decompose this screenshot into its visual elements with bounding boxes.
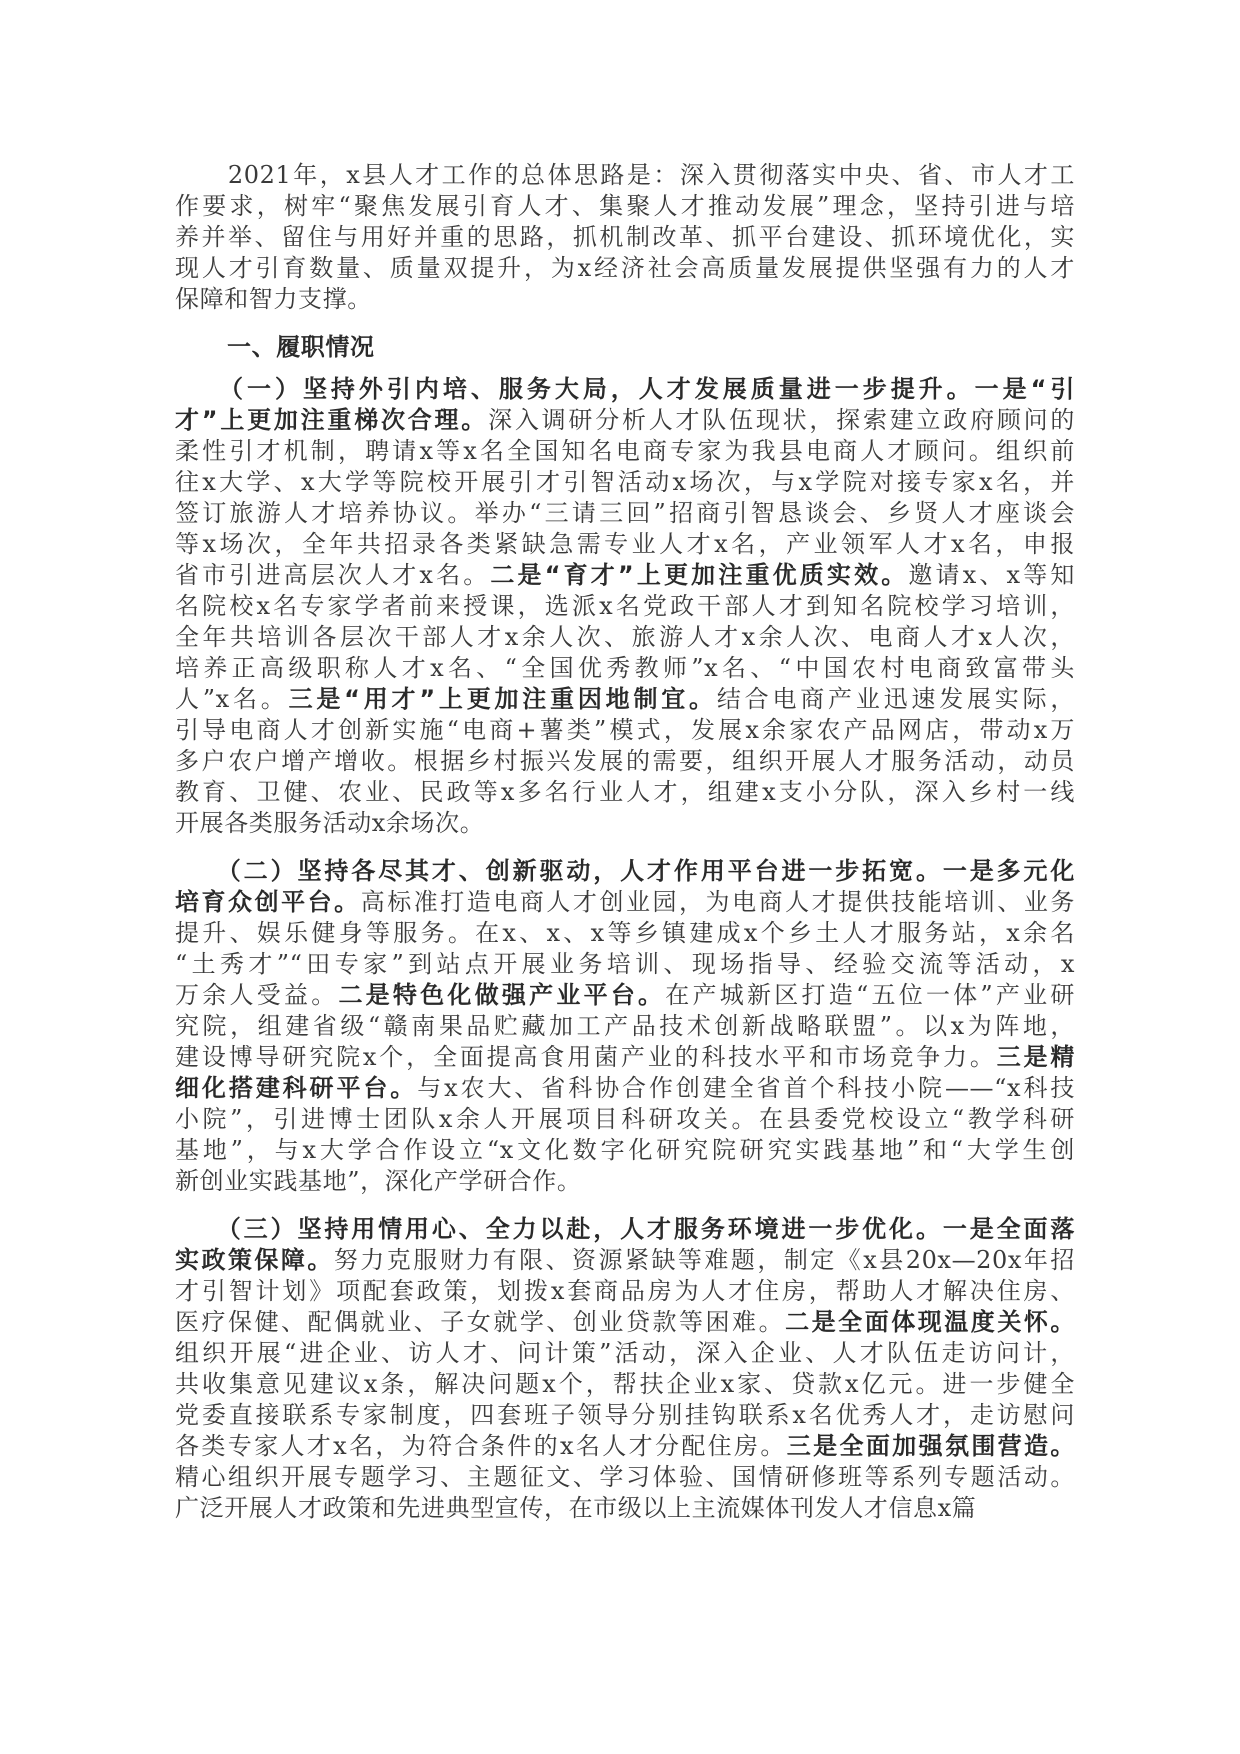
text-line: [175, 467, 1075, 498]
paragraph-talent-quality: [175, 374, 1075, 839]
text-run: 万余人受益。: [175, 981, 339, 1009]
text-run: 等x场次，全年共招录各类紧缺急需专业人才x名，产业领军人才x名，申报: [175, 530, 1075, 558]
text-line: [175, 222, 1075, 253]
bold-text-run: 细化搭建科研平台。: [175, 1074, 418, 1102]
text-run: 小院”，引进博士团队x余人开展项目科研攻关。在县委党校设立“教学科研: [175, 1105, 1075, 1133]
text-line: [175, 808, 1075, 839]
intro-paragraph: [175, 160, 1075, 315]
text-line: [175, 160, 1075, 191]
text-run: 养并举、留住与用好并重的思路，抓机制改革、抓平台建设、抓环境优化，实: [175, 223, 1075, 251]
text-run: 深入调研分析人才队伍现状，探索建立政府顾问的: [488, 406, 1075, 434]
bold-text-run: 培育众创平台。: [175, 888, 361, 916]
text-line: [175, 918, 1075, 949]
text-run: 共收集意见建议x条，解决问题x个，帮扶企业x家、贷款x亿元。进一步健全: [175, 1370, 1075, 1398]
text-run: 2021年，x县人才工作的总体思路是：深入贯彻落实中央、省、市人才工: [175, 161, 1075, 189]
text-line: [175, 1011, 1075, 1042]
text-run: 往x大学、x大学等院校开展引才引智活动x场次，与x学院对接专家x名，并: [175, 468, 1075, 496]
text-run: 精心组织开展专题学习、主题征文、学习体验、国情研修班等系列专题活动。: [175, 1463, 1075, 1491]
text-run: 才引智计划》项配套政策，划拨x套商品房为人才住房，帮助人才解决住房、: [175, 1277, 1075, 1305]
text-run: 提升、娱乐健身等服务。在x、x、x等乡镇建成x个乡土人才服务站，x余名: [175, 919, 1075, 947]
text-line: [175, 284, 1075, 315]
text-line: [175, 498, 1075, 529]
text-run: 名院校x名专家学者前来授课，选派x名党政干部人才到知名院校学习培训，: [175, 592, 1075, 620]
text-run: 柔性引才机制，聘请x等x名全国知名电商专家为我县电商人才顾问。组织前: [175, 437, 1075, 465]
text-run: 全年共培训各层次干部人才x余人次、旅游人才x余人次、电商人才x人次，: [175, 623, 1075, 651]
text-line: [175, 1245, 1075, 1276]
bold-text-run: 二是特色化做强产业平台。: [338, 981, 666, 1009]
bold-text-run: 才”上更加注重梯次合理。: [175, 406, 489, 434]
text-line: [175, 1166, 1075, 1197]
text-run: “土秀才”“田专家”到站点开展业务培训、现场指导、经验交流等活动，x: [175, 950, 1075, 978]
text-line: [175, 374, 1075, 405]
text-line: [175, 191, 1075, 222]
text-line: [175, 405, 1075, 436]
paragraph-talent-environment: [175, 1214, 1075, 1524]
text-line: [175, 1135, 1075, 1166]
text-line: [175, 560, 1075, 591]
bold-text-run: 三是全面加强氛围营造。: [786, 1432, 1076, 1460]
text-run: 在产城新区打造“五位一体”产业研: [665, 981, 1076, 1009]
bold-text-run: （二）坚持各尽其才、创新驱动，人才作用平台进一步拓宽。一是多元化: [175, 857, 1075, 885]
text-line: [175, 1214, 1075, 1245]
text-run: 基地”，与x大学合作设立“x文化数字化研究院研究实践基地”和“大学生创: [175, 1136, 1075, 1164]
text-line: [175, 1104, 1075, 1135]
text-line: [175, 1338, 1075, 1369]
text-line: [175, 856, 1075, 887]
bold-text-run: 三是“用才”上更加注重因地制宜。: [288, 685, 717, 713]
text-run: 多户农户增产增收。根据乡村振兴发展的需要，组织开展人才服务活动，动员: [175, 747, 1075, 775]
bold-text-run: （三）坚持用情用心、全力以赴，人才服务环境进一步优化。一是全面落: [175, 1215, 1075, 1243]
text-run: 广泛开展人才政策和先进典型宣传，在市级以上主流媒体刊发人才信息x篇: [175, 1494, 977, 1522]
text-line: [175, 436, 1075, 467]
text-run: 教育、卫健、农业、民政等x多名行业人才，组建x支小分队，深入乡村一线: [175, 778, 1075, 806]
text-line: [175, 980, 1075, 1011]
text-run: 引导电商人才创新实施“电商+薯类”模式，发展x余家农产品网店，带动x万: [175, 716, 1075, 744]
text-line: [175, 622, 1075, 653]
text-line: [175, 1369, 1075, 1400]
bold-text-run: 实政策保障。: [175, 1246, 334, 1274]
text-line: [175, 1073, 1075, 1104]
text-line: [175, 1307, 1075, 1338]
text-line: [175, 1462, 1075, 1493]
text-run: 与x农大、省科协合作创建全省首个科技小院——“x科技: [417, 1074, 1075, 1102]
bold-text-run: 三是精: [996, 1043, 1075, 1071]
text-line: [175, 1042, 1075, 1073]
text-run: 签订旅游人才培养协议。举办“三请三回”招商引智恳谈会、乡贤人才座谈会: [175, 499, 1075, 527]
text-run: 开展各类服务活动x余场次。: [175, 809, 485, 837]
text-run: 新创业实践基地”，深化产学研合作。: [175, 1167, 582, 1195]
paragraph-talent-platform: [175, 856, 1075, 1197]
text-run: 保障和智力支撑。: [175, 285, 372, 313]
text-run: 各类专家人才x名，为符合条件的x名人才分配住房。: [175, 1432, 787, 1460]
text-run: 建设博导研究院x个，全面提高食用菌产业的科技水平和市场竞争力。: [175, 1043, 997, 1071]
text-run: 高标准打造电商人才创业园，为电商人才提供技能培训、业务: [360, 888, 1076, 916]
bold-text-run: 二是“育才”上更加注重优质实效。: [490, 561, 909, 589]
text-run: 医疗保健、配偶就业、子女就学、创业贷款等困难。: [175, 1308, 786, 1336]
text-run: 培养正高级职称人才x名、“全国优秀教师”x名、“中国农村电商致富带头: [175, 654, 1075, 682]
text-line: [175, 591, 1075, 622]
text-line: [175, 1400, 1075, 1431]
text-line: [175, 949, 1075, 980]
text-run: 结合电商产业迅速发展实际，: [716, 685, 1075, 713]
text-line: [175, 653, 1075, 684]
text-line: [175, 1276, 1075, 1307]
text-line: [175, 715, 1075, 746]
bold-text-run: 二是全面体现温度关怀。: [785, 1308, 1075, 1336]
bold-text-run: （一）坚持外引内培、服务大局，人才发展质量进一步提升。一是“引: [175, 375, 1075, 403]
text-line: [175, 1431, 1075, 1462]
document-page: [175, 160, 1075, 1541]
text-line: [175, 529, 1075, 560]
text-run: 现人才引育数量、质量双提升，为x经济社会高质量发展提供坚强有力的人才: [175, 254, 1075, 282]
text-run: 组织开展“进企业、访人才、问计策”活动，深入企业、人才队伍走访问计，: [175, 1339, 1075, 1367]
text-run: 省市引进高层次人才x名。: [175, 561, 491, 589]
text-run: 邀请x、x等知: [908, 561, 1075, 589]
text-run: 究院，组建省级“赣南果品贮藏加工产品技术创新战略联盟”。以x为阵地，: [175, 1012, 1075, 1040]
text-run: 努力克服财力有限、资源紧缺等难题，制定《x县20x—20x年招: [333, 1246, 1075, 1274]
section-heading-performance: 一、履职情况: [227, 333, 375, 361]
text-run: 人”x名。: [175, 685, 289, 713]
text-run: 作要求，树牢“聚焦发展引育人才、集聚人才推动发展”理念，坚持引进与培: [175, 192, 1075, 220]
text-line: [175, 746, 1075, 777]
text-line: [175, 777, 1075, 808]
text-line: [175, 887, 1075, 918]
text-line: [175, 684, 1075, 715]
text-line: [175, 253, 1075, 284]
text-run: 党委直接联系专家制度，四套班子领导分别挂钩联系x名优秀人才，走访慰问: [175, 1401, 1075, 1429]
text-line: [175, 1493, 1075, 1524]
